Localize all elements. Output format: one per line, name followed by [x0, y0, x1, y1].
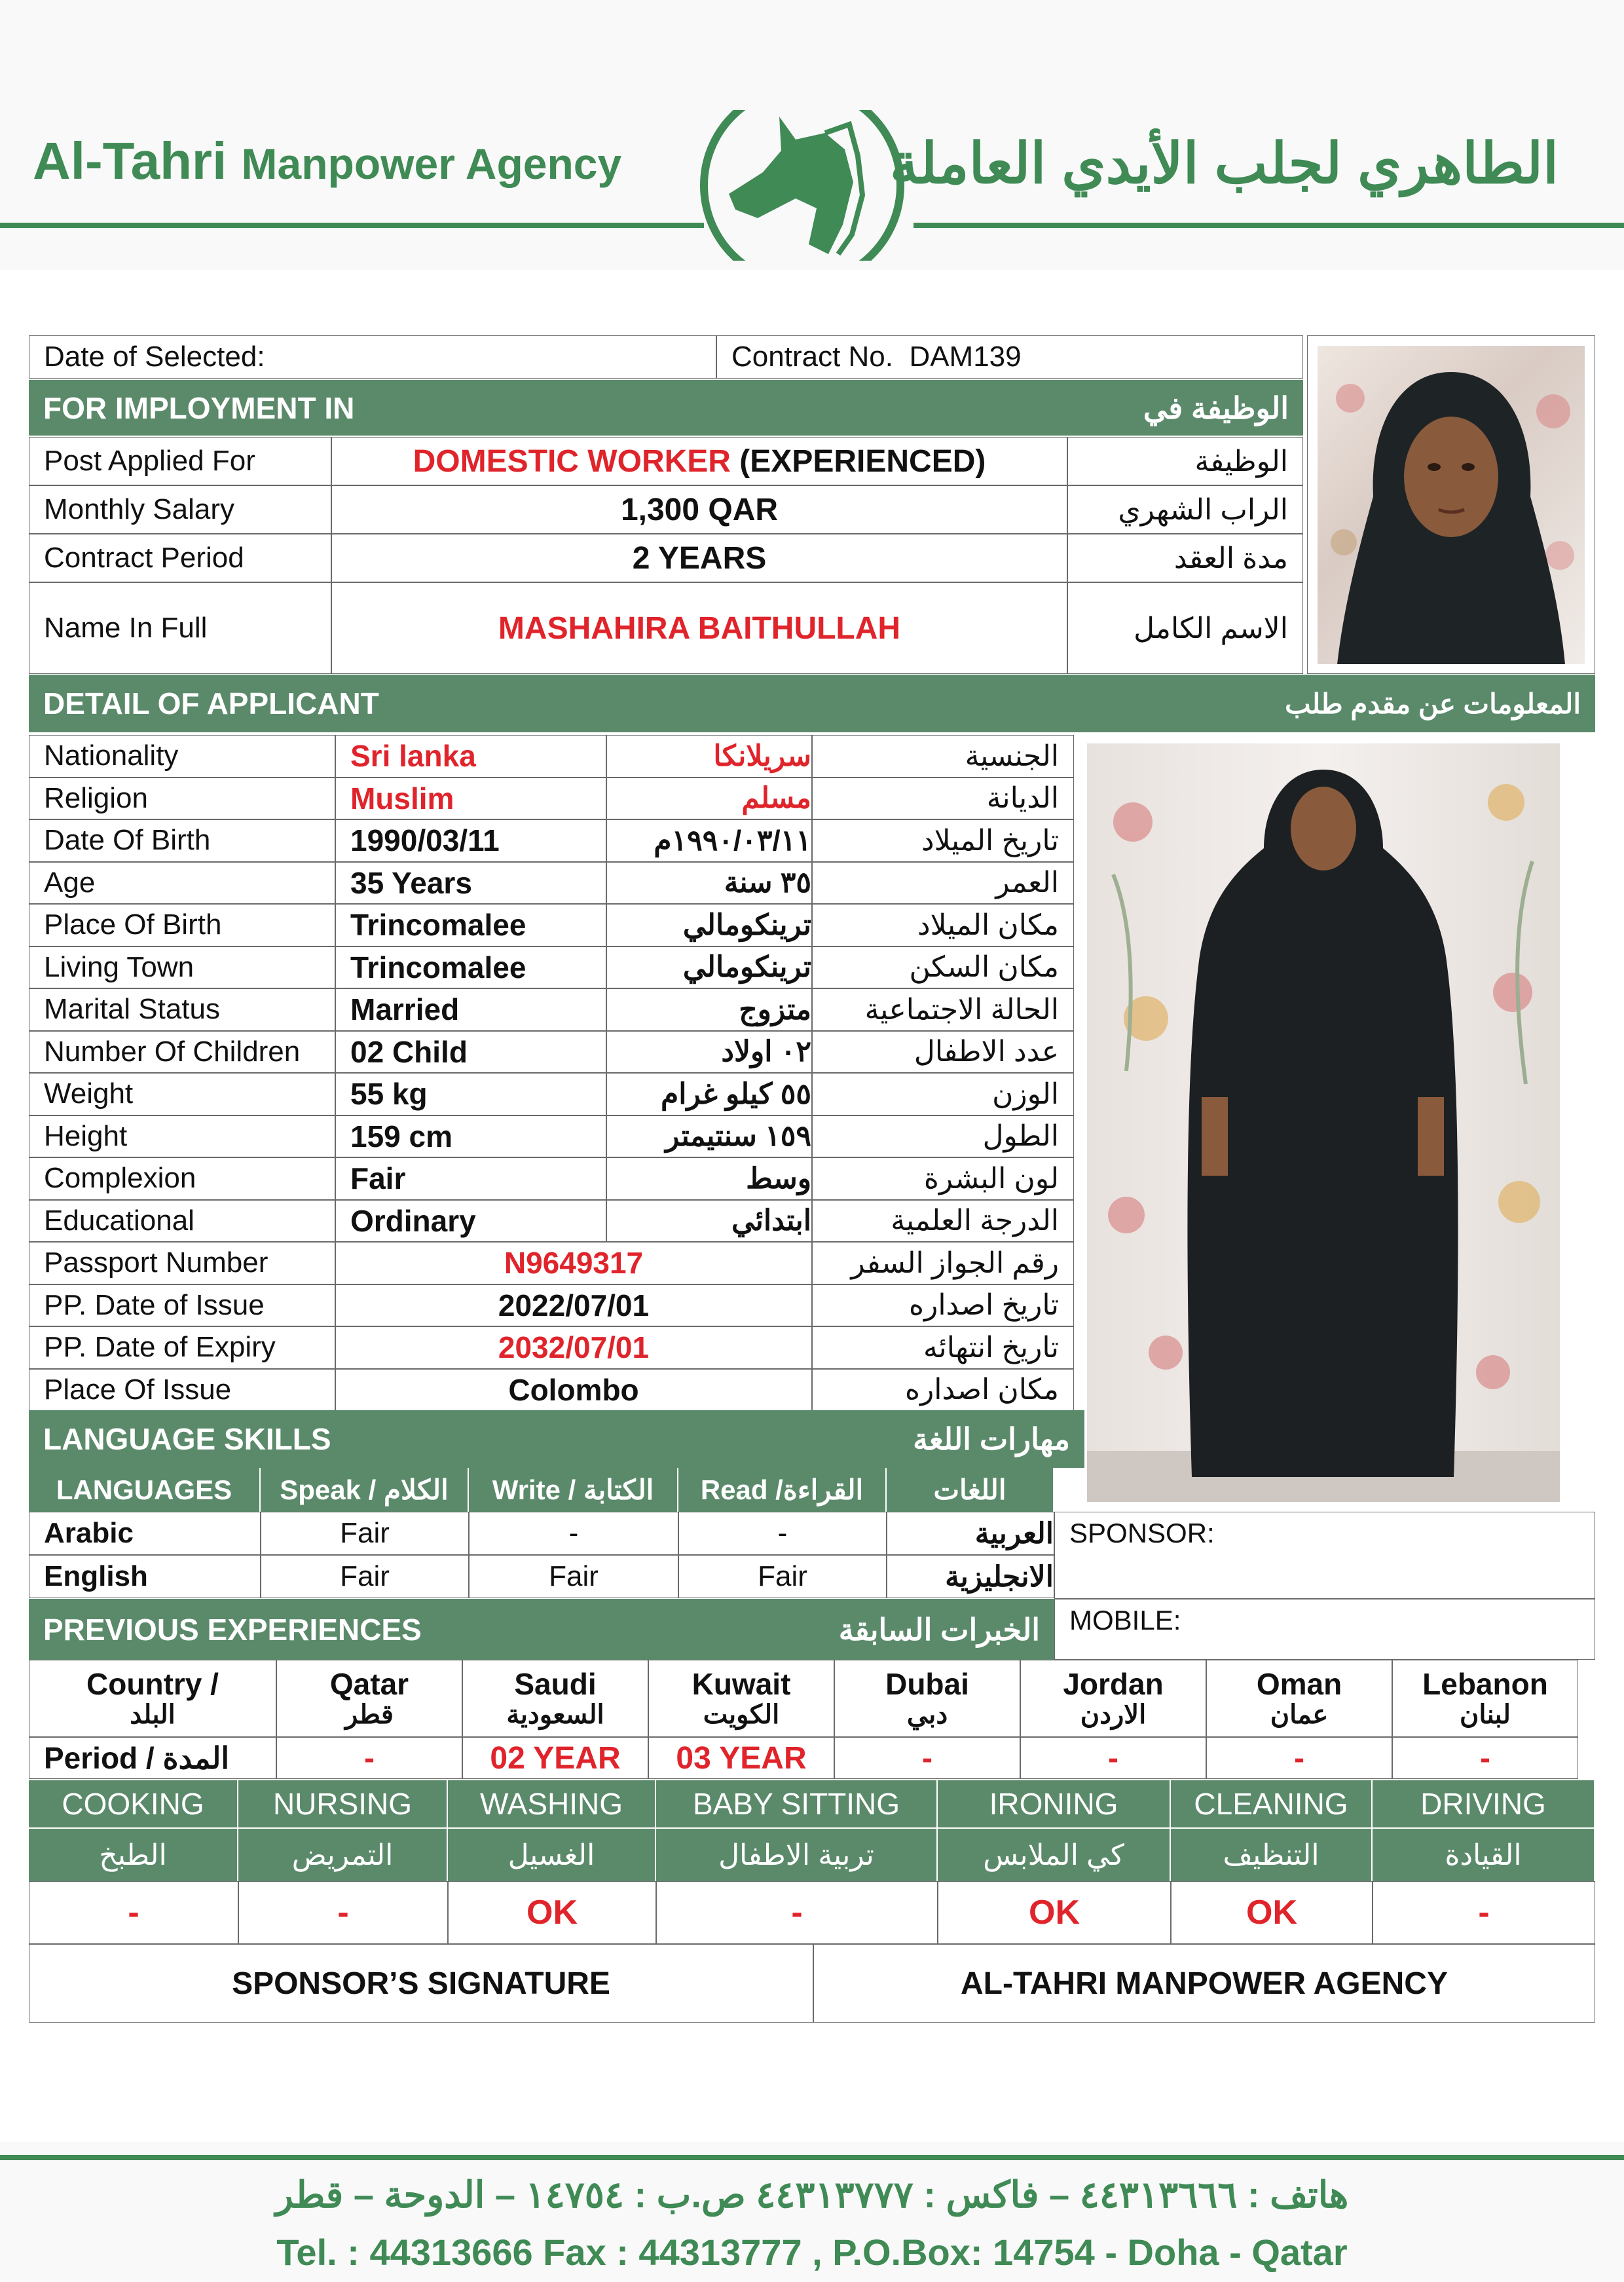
agency-signature: AL-TAHRI MANPOWER AGENCY: [813, 1944, 1595, 2023]
passport-value: 2032/07/01: [335, 1326, 812, 1369]
applicant-value-ar: ترينكومالي: [606, 946, 812, 989]
country-header: [276, 1660, 462, 1737]
applicant-value-ar: متزوج: [606, 988, 812, 1031]
language-cell: الانجليزية: [887, 1555, 1054, 1598]
applicant-label: Place Of Birth: [29, 904, 335, 946]
brand-en: Al-Tahri Manpower Agency: [33, 132, 622, 190]
country-name-ar: قطر: [344, 1700, 394, 1730]
mobile-field: MOBILE:: [1054, 1599, 1595, 1660]
applicant-label-ar: الوزن: [812, 1073, 1074, 1115]
language-cell: -: [469, 1512, 678, 1555]
applicant-label-ar: الجنسية: [812, 735, 1074, 777]
applicant-label-ar: لون البشرة: [812, 1157, 1074, 1200]
brand-ar: الطاهري لجلب الأيدي العاملة: [889, 132, 1559, 195]
country-name-en: Dubai: [885, 1666, 969, 1701]
skill-value: -: [656, 1881, 938, 1944]
applicant-value-ar: ابتدائي: [606, 1200, 812, 1243]
footer-en: Tel. : 44313666 Fax : 44313777 , P.O.Box: 14754 - Doha - Qatar: [276, 2232, 1348, 2273]
country-label-ar: البلد: [130, 1700, 175, 1730]
sponsor-field: SPONSOR:: [1054, 1512, 1595, 1599]
post-label-ar: الوظيفة: [1067, 437, 1303, 485]
applicant-label: Living Town: [29, 946, 335, 989]
language-cell: Fair: [261, 1555, 469, 1598]
skill-header-ar: التنظيف: [1171, 1827, 1373, 1881]
contract-number: Contract No. DAM139: [716, 335, 1303, 379]
applicant-value: Married: [335, 988, 606, 1031]
contract-period-label: Contract Period: [29, 534, 331, 582]
employment-header: FOR IMPLOYMENT IN الوظيفة في: [29, 380, 1303, 436]
applicant-value-ar: ١٩٩٠/٠٣/١١م: [606, 819, 812, 862]
skill-header-ar: القيادة: [1373, 1827, 1595, 1881]
passport-label-ar: تاريخ انتهائه: [812, 1326, 1074, 1369]
passport-label: PP. Date of Issue: [29, 1284, 335, 1327]
applicant-value-ar: ١٥٩ سنتيمتر: [606, 1115, 812, 1158]
skill-header-en: COOKING: [29, 1780, 238, 1827]
passport-label: PP. Date of Expiry: [29, 1326, 335, 1369]
language-cell: -: [678, 1512, 887, 1555]
language-col-header: اللغات: [887, 1468, 1054, 1512]
applicant-label-ar: مكان السكن: [812, 946, 1074, 989]
skill-value: -: [1373, 1881, 1595, 1944]
language-col-header: Speak / الكلام: [261, 1468, 469, 1512]
passport-label-ar: رقم الجواز السفر: [812, 1242, 1074, 1284]
country-period: -: [276, 1737, 462, 1779]
applicant-value: 02 Child: [335, 1031, 606, 1074]
full-name-value: MASHAHIRA BAITHULLAH: [331, 582, 1067, 674]
skill-header-en: DRIVING: [1373, 1780, 1595, 1827]
applicant-label: Age: [29, 862, 335, 905]
language-col-header: Write / الكتابة: [469, 1468, 678, 1512]
country-period: -: [834, 1737, 1020, 1779]
applicant-value-ar: وسط: [606, 1157, 812, 1200]
country-name-ar: السعودية: [506, 1700, 604, 1730]
applicant-label: Complexion: [29, 1157, 335, 1200]
country-name-en: Qatar: [329, 1666, 409, 1701]
skill-header-en: NURSING: [238, 1780, 448, 1827]
country-name-ar: لبنان: [1460, 1700, 1511, 1730]
language-header: LANGUAGE SKILLS مهارات اللغة: [29, 1410, 1084, 1468]
applicant-label: Educational: [29, 1200, 335, 1243]
applicant-value: 159 cm: [335, 1115, 606, 1158]
language-cell: Fair: [678, 1555, 887, 1598]
country-period: 03 YEAR: [648, 1737, 834, 1779]
passport-value: 2022/07/01: [335, 1284, 812, 1327]
passport-label-ar: مكان اصداره: [812, 1369, 1074, 1412]
applicant-value: 55 kg: [335, 1073, 606, 1115]
skill-value: -: [29, 1881, 238, 1944]
country-label-en: Country /: [86, 1666, 219, 1701]
language-cell: Arabic: [29, 1512, 261, 1555]
period-label: Period / المدة: [29, 1737, 276, 1779]
applicant-label: Nationality: [29, 735, 335, 777]
salary-label-ar: الراب الشهري: [1067, 485, 1303, 534]
horse-head-icon: [697, 110, 907, 261]
country-period: -: [1206, 1737, 1392, 1779]
country-name-en: Oman: [1256, 1666, 1342, 1701]
applicant-value-ar: ٠٢ اولاد: [606, 1031, 812, 1074]
applicant-label-ar: تاريخ الميلاد: [812, 819, 1074, 862]
country-name-ar: دبي: [906, 1700, 948, 1730]
applicant-value: Ordinary: [335, 1200, 606, 1243]
skill-header-ar: كي الملابس: [938, 1827, 1171, 1881]
full-body-photo: [1087, 743, 1560, 1502]
applicant-value-ar: مسلم: [606, 777, 812, 820]
applicant-value: Trincomalee: [335, 946, 606, 989]
post-label: Post Applied For: [29, 437, 331, 485]
applicant-value: 1990/03/11: [335, 819, 606, 862]
country-period: -: [1392, 1737, 1578, 1779]
contract-period-label-ar: مدة العقد: [1067, 534, 1303, 582]
country-header: [1206, 1660, 1392, 1737]
full-name-label-ar: الاسم الكامل: [1067, 582, 1303, 674]
applicant-value: Muslim: [335, 777, 606, 820]
skill-value: -: [238, 1881, 448, 1944]
skill-header-ar: تربية الاطفال: [656, 1827, 938, 1881]
full-name-label: Name In Full: [29, 582, 331, 674]
skill-header-en: CLEANING: [1171, 1780, 1373, 1827]
language-cell: Fair: [469, 1555, 678, 1598]
applicant-label-ar: عدد الاطفال: [812, 1031, 1074, 1074]
applicant-label-ar: الطول: [812, 1115, 1074, 1158]
country-name-en: Saudi: [514, 1666, 597, 1701]
country-name-ar: الاردن: [1080, 1700, 1147, 1730]
logo: [697, 110, 907, 261]
date-selected: Date of Selected:: [29, 335, 716, 379]
applicant-value-ar: ٥٥ كيلو غرام: [606, 1073, 812, 1115]
salary-value: 1,300 QAR: [331, 485, 1067, 534]
passport-label-ar: تاريخ اصداره: [812, 1284, 1074, 1327]
applicant-label: Religion: [29, 777, 335, 820]
footer: [0, 2142, 1624, 2282]
country-name-en: Lebanon: [1422, 1666, 1548, 1701]
applicant-label-ar: مكان الميلاد: [812, 904, 1074, 946]
footer-ar: هاتف : ٤٤٣١٣٦٦٦ – فاكس : ٤٤٣١٣٧٧٧ ص.ب : ١٤٧٥٤ – الدوحة – قطر: [275, 2174, 1349, 2215]
skill-header-en: BABY SITTING: [656, 1780, 938, 1827]
applicant-label-ar: الحالة الاجتماعية: [812, 988, 1074, 1031]
applicant-value-ar: ترينكومالي: [606, 904, 812, 946]
passport-value: Colombo: [335, 1369, 812, 1412]
applicant-value: 35 Years: [335, 862, 606, 905]
applicant-value-ar: ٣٥ سنة: [606, 862, 812, 905]
letterhead: [0, 0, 1624, 270]
passport-label: Passport Number: [29, 1242, 335, 1284]
header-rule-right: [913, 223, 1624, 228]
country-header: [1020, 1660, 1206, 1737]
language-cell: Fair: [261, 1512, 469, 1555]
applicant-label: Weight: [29, 1073, 335, 1115]
country-header: [648, 1660, 834, 1737]
language-col-header: LANGUAGES: [29, 1468, 261, 1512]
language-col-header: Read /القراءة: [678, 1468, 887, 1512]
language-cell: العربية: [887, 1512, 1054, 1555]
skill-value: OK: [1171, 1881, 1373, 1944]
salary-label: Monthly Salary: [29, 485, 331, 534]
applicant-label-ar: العمر: [812, 862, 1074, 905]
experience-header: PREVIOUS EXPERIENCES الخبرات السابقة: [29, 1599, 1054, 1660]
footer-rule: [0, 2155, 1624, 2160]
applicant-label-ar: الدرجة العلمية: [812, 1200, 1074, 1243]
country-name-ar: الكويت: [703, 1700, 780, 1730]
country-name-en: Kuwait: [692, 1666, 791, 1701]
skill-value: OK: [448, 1881, 656, 1944]
language-cell: English: [29, 1555, 261, 1598]
skill-header-ar: الطبخ: [29, 1827, 238, 1881]
applicant-header: DETAIL OF APPLICANT المعلومات عن مقدم طلب: [29, 675, 1595, 732]
skill-header-en: WASHING: [448, 1780, 656, 1827]
country-header: [462, 1660, 648, 1737]
applicant-label: Number Of Children: [29, 1031, 335, 1074]
skill-header-ar: التمريض: [238, 1827, 448, 1881]
applicant-label: Height: [29, 1115, 335, 1158]
applicant-value: Sri lanka: [335, 735, 606, 777]
sponsor-signature: SPONSOR’S SIGNATURE: [29, 1944, 813, 2023]
passport-label: Place Of Issue: [29, 1369, 335, 1412]
skill-header-en: IRONING: [938, 1780, 1171, 1827]
applicant-label: Marital Status: [29, 988, 335, 1031]
contract-period-value: 2 YEARS: [331, 534, 1067, 582]
applicant-label: Date Of Birth: [29, 819, 335, 862]
applicant-value: Trincomalee: [335, 904, 606, 946]
skill-header-ar: الغسيل: [448, 1827, 656, 1881]
country-label: [29, 1660, 276, 1737]
post-value: DOMESTIC WORKER (EXPERIENCED): [331, 437, 1067, 485]
applicant-label-ar: الديانة: [812, 777, 1074, 820]
passport-value: N9649317: [335, 1242, 812, 1284]
skill-value: OK: [938, 1881, 1171, 1944]
country-name-ar: عمان: [1270, 1700, 1329, 1730]
portrait-photo: [1318, 346, 1585, 664]
country-header: [834, 1660, 1020, 1737]
applicant-value-ar: سريلانكا: [606, 735, 812, 777]
country-header: [1392, 1660, 1578, 1737]
header-rule-left: [0, 223, 704, 228]
country-period: -: [1020, 1737, 1206, 1779]
country-name-en: Jordan: [1063, 1666, 1164, 1701]
country-period: 02 YEAR: [462, 1737, 648, 1779]
applicant-value: Fair: [335, 1157, 606, 1200]
